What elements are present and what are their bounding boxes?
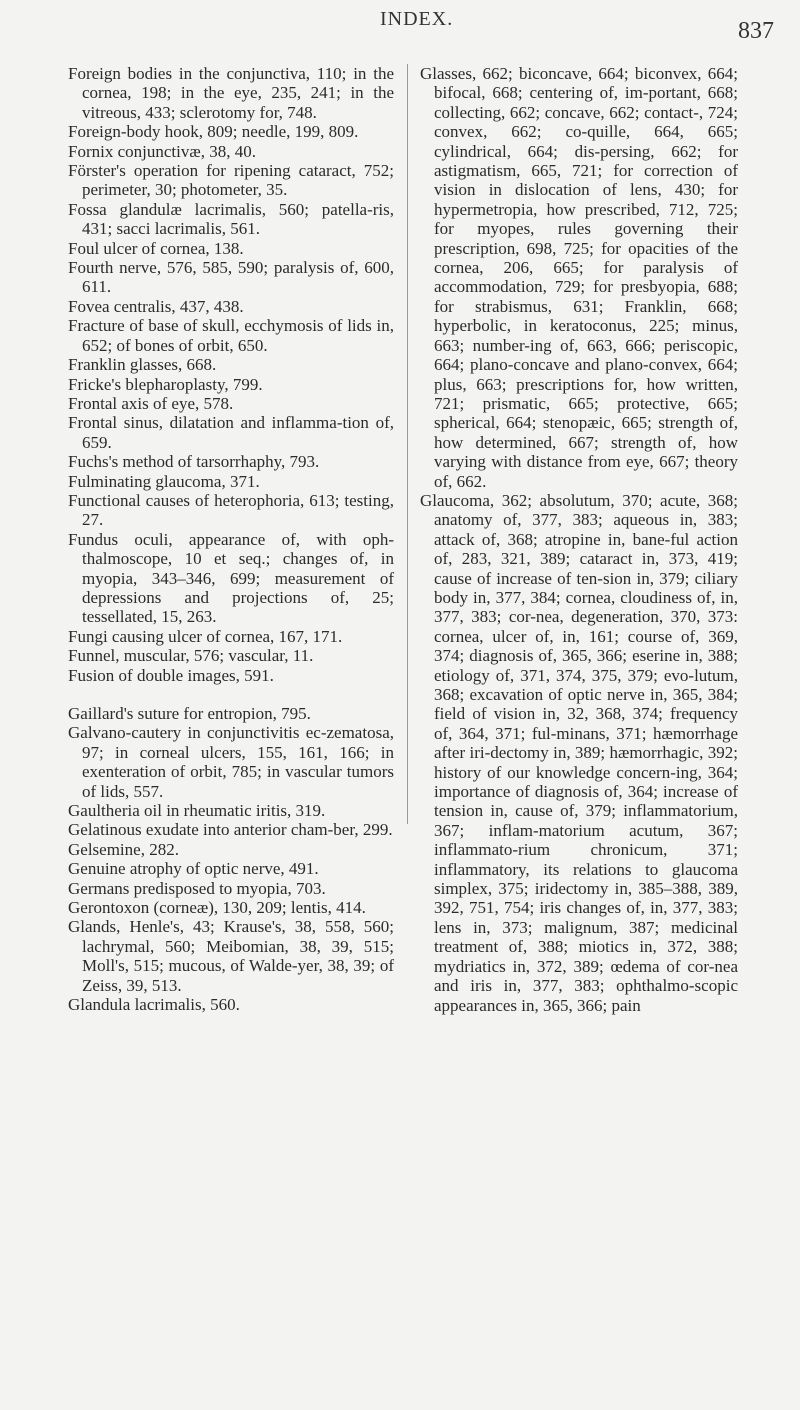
index-entry: Gelsemine, 282.: [68, 839, 179, 859]
index-entry: Gaillard's suture for entropion, 795.: [68, 704, 311, 723]
index-entry: Foreign-body hook, 809; needle, 199, 809.: [68, 122, 359, 142]
index-entry: Funnel, muscular, 576; vascular, 11.: [68, 646, 314, 666]
index-entry: Förster's operation for ripening cataract, 752; perimeter, 30; photometer, 35.: [68, 161, 394, 200]
index-entry: Glandula lacrimalis, 560.: [68, 995, 240, 1015]
index-entry: Fulminating glaucoma, 371.: [68, 471, 260, 491]
index-entry: Fossa glandulæ lacrimalis, 560; patella-ris, 431; sacci lacrimalis, 561.: [68, 199, 394, 239]
index-entry: Fungi causing ulcer of cornea, 167, 171.: [68, 626, 343, 646]
index-entry: Fornix conjunctivæ, 38, 40.: [68, 141, 256, 161]
column-divider: [407, 64, 408, 824]
running-head-title: INDEX.: [380, 8, 454, 30]
index-entry: Fricke's blepharoplasty, 799.: [68, 374, 263, 394]
running-head: [0, 6, 800, 44]
index-entry: Gaultheria oil in rheumatic iritis, 319.: [68, 801, 326, 821]
index-entry: Franklin glasses, 668.: [68, 355, 217, 375]
entry-gap: [68, 685, 394, 704]
index-entry: Galvano-cautery in conjunctivitis ec-zematosa, 97; in corneal ulcers, 155, 161, 166; in exenteration of orbit, 785; in vascular tumors of lids, 557.: [68, 723, 394, 801]
index-entry: Fracture of base of skull, ecchymosis of lids in, 652; of bones of orbit, 650.: [68, 316, 394, 355]
index-entry: Foul ulcer of cornea, 138.: [68, 238, 244, 258]
index-entry: Frontal sinus, dilatation and inflamma-tion of, 659.: [68, 413, 394, 452]
index-entry: Fourth nerve, 576, 585, 590; paralysis of, 600, 611.: [68, 258, 394, 297]
index-entry: Germans predisposed to myopia, 703.: [68, 878, 326, 898]
index-column-left: [68, 64, 394, 1015]
index-entry: Fuchs's method of tarsorrhaphy, 793.: [68, 452, 320, 472]
index-entry: Genuine atrophy of optic nerve, 491.: [68, 859, 319, 879]
index-entry: Fovea centralis, 437, 438.: [68, 296, 244, 316]
index-entry: Fusion of double images, 591.: [68, 665, 274, 685]
index-entry: Foreign bodies in the conjunctiva, 110; in the cornea, 198; in the eye, 235, 241; in the vitreous, 433; sclerotomy for, 748.: [68, 64, 394, 122]
index-entry: Functional causes of heterophoria, 613; testing, 27.: [68, 490, 394, 530]
index-entry: Gerontoxon (corneæ), 130, 209; lentis, 414.: [68, 898, 366, 918]
page-number: 837: [738, 18, 774, 44]
index-entry: Glasses, 662; biconcave, 664; biconvex, 664; bifocal, 668; centering of, im-portant, 668; collecting, 662; concave, 662; contact-, 724; convex, 662; co-quille, 664, 665; cylindrical, 664; dis-persing, 662; for astigmatism, 665, 721; for correction of vision in dislocation of lens, 430; for hypermetropia, how prescribed, 712, 725; for myopes, rules governing their prescription, 698, 725; for opacities of the cornea, 206, 665; for paralysis of accommodation, 729; for presbyopia, 688; for strabismus, 631; Franklin, 668; hyperbolic, in keratoconus, 225; minus, 663; number-ing of, 663, 666; periscopic, 664; plano-concave and plano-convex, 664; plus, 663; prescriptions for, how written, 721; prismatic, 665; protective, 665; spherical, 664; stenopæic, 665; strength of, how determined, 667; strength of, how varying with distance from eye, 667; theory of, 662.: [420, 64, 738, 491]
index-entry: Glaucoma, 362; absolutum, 370; acute, 368; anatomy of, 377, 383; aqueous in, 383; attack of, 368; atropine in, bane-ful action of, 283, 321, 389; cataract in, 373, 419; cause of increase of ten-sion in, 379; ciliary body in, 377, 384; cornea, cloudiness of, in, 377, 383; cor-nea, degeneration, 370, 373: cornea, ulcer of, in, 161; course of, 369, 374; diagnosis of, 365, 366; eserine in, 388; etiology of, 371, 374, 375, 379; evo-lutum, 368; excavation of optic nerve in, 365, 384; field of vision in, 32, 368, 374; frequency of, 364, 371; ful-minans, 371; hæmorrhage after iri-dectomy in, 389; hæmorrhagic, 392; history of our knowledge concern-ing, 364; importance of diagnosis of, 364; increase of tension in, cause of, 379; inflammatorium, 367; inflam-matorium acutum, 367; inflammato-rium chronicum, 371; inflammatory, its relations to glaucoma simplex, 375; iridectomy in, 385–388, 389, 392, 751, 754; iris changes of, in, 377, 383; lens in, 373; malignum, 387; medicinal treatment of, 388; miotics in, 372, 388; mydriatics in, 372, 389; œdema of cor-nea and iris in, 377, 383; ophthalmo-scopic appearances in, 365, 366; pain: [420, 490, 738, 1015]
index-column-right: [420, 64, 738, 1015]
index-entry: Fundus oculi, appearance of, with oph-thalmoscope, 10 et seq.; changes of, in myopia, 343–346, 699; measurement of depressions and projections of, 25; tessellated, 15, 263.: [68, 529, 394, 627]
index-entry: Glands, Henle's, 43; Krause's, 38, 558, 560; lachrymal, 560; Meibomian, 38, 39, 515; Moll's, 515; mucous, of Walde-yer, 38, 39; of Zeiss, 39, 513.: [68, 917, 394, 995]
index-entry: Frontal axis of eye, 578.: [68, 393, 234, 413]
index-entry: Gelatinous exudate into anterior cham-ber, 299.: [68, 820, 393, 840]
